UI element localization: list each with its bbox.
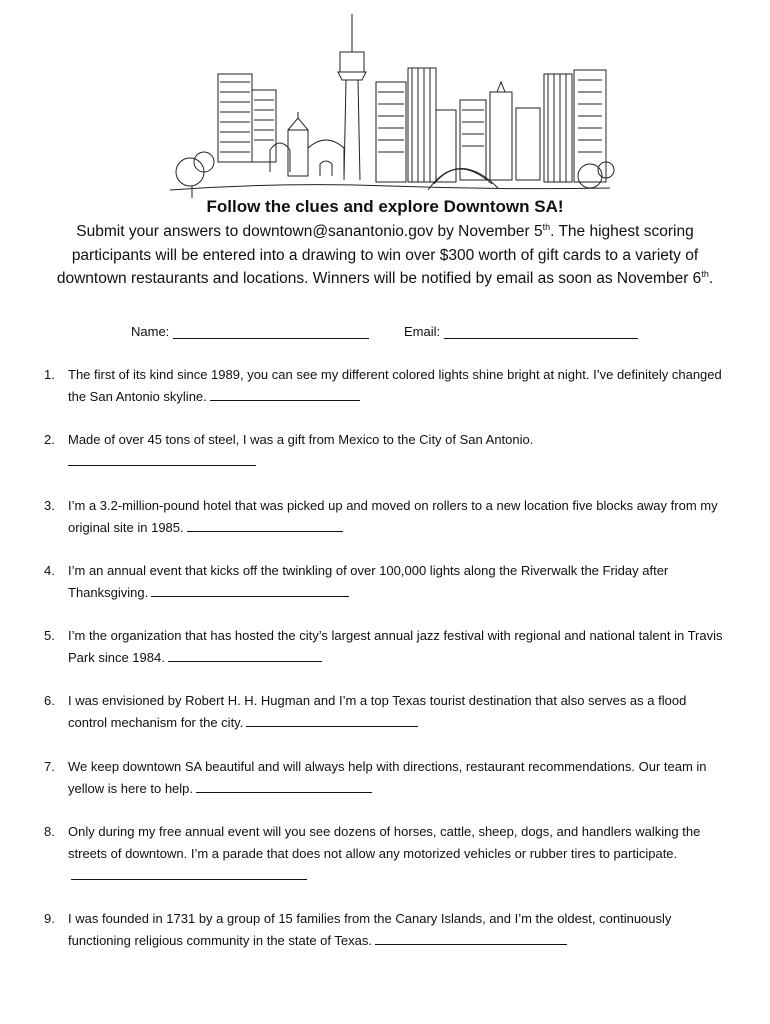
intro-paragraph	[50, 220, 720, 291]
question-2	[44, 429, 724, 473]
question-text: Made of over 45 tons of steel, I was a gift from Mexico to the City of San Antonio.	[68, 432, 534, 447]
question-number: 9.	[44, 911, 55, 926]
name-label: Name:	[131, 324, 170, 339]
answer-line[interactable]	[196, 780, 372, 793]
question-7	[44, 756, 724, 800]
answer-line[interactable]	[151, 584, 349, 597]
question-number: 4.	[44, 563, 55, 578]
question-5	[44, 625, 724, 669]
email-line[interactable]	[444, 325, 638, 339]
question-text: I’m a 3.2-million-pound hotel that was picked up and moved on rollers to a new location five blocks away from my original site in 1985.	[68, 498, 718, 535]
question-number: 2.	[44, 432, 55, 447]
question-text: I was envisioned by Robert H. H. Hugman and I’m a top Texas tourist destination that also serves as a flood control mechanism for the city.	[68, 693, 687, 730]
intro-sup-2: th	[701, 268, 709, 279]
question-number: 6.	[44, 693, 55, 708]
intro-sup-1: th	[542, 221, 551, 232]
intro-text-c: .	[708, 270, 714, 287]
question-number: 5.	[44, 628, 55, 643]
question-8	[44, 821, 724, 887]
name-line[interactable]	[173, 325, 369, 339]
question-6	[44, 690, 724, 734]
san-antonio-skyline-illustration	[160, 12, 620, 198]
email-field[interactable]	[404, 324, 638, 339]
question-4	[44, 560, 724, 604]
answer-line[interactable]	[210, 388, 360, 401]
answer-line[interactable]	[168, 649, 322, 662]
question-number: 3.	[44, 498, 55, 513]
intro-text-b: . The highest scoring participants will be entered into a drawing to win over $300 worth of gift cards to a variety of downtown restaurants and locations. Winners will be notified by email as soon as November 6	[56, 223, 702, 287]
answer-line[interactable]	[187, 519, 343, 532]
question-number: 7.	[44, 759, 55, 774]
answer-line[interactable]	[375, 932, 567, 945]
intro-text-a: Submit your answers to downtown@sanantonio.gov by November 5	[76, 223, 543, 240]
question-text: We keep downtown SA beautiful and will always help with directions, restaurant recommendations. Our team in yellow is here to help.	[68, 759, 707, 796]
question-text: I’m the organization that has hosted the city’s largest annual jazz festival with regional and national talent in Travis Park since 1984.	[68, 628, 723, 665]
answer-line[interactable]	[68, 453, 256, 466]
question-number: 1.	[44, 367, 55, 382]
answer-line[interactable]	[71, 867, 307, 880]
question-text: The first of its kind since 1989, you can see my different colored lights shine bright at night. I’ve definitely changed the San Antonio skyline.	[68, 367, 722, 404]
name-field[interactable]	[131, 324, 369, 339]
email-label: Email:	[404, 324, 441, 339]
question-text: I’m an annual event that kicks off the twinkling of over 100,000 lights along the Riverwalk the Friday after Thanksgiving.	[68, 563, 669, 600]
page-title: Follow the clues and explore Downtown SA!	[206, 197, 564, 216]
question-1	[44, 364, 724, 408]
question-3	[44, 495, 724, 539]
question-9	[44, 908, 724, 952]
question-number: 8.	[44, 824, 55, 839]
question-text: Only during my free annual event will you see dozens of horses, cattle, sheep, dogs, and handlers walking the streets of downtown. I’m a parade that does not allow any motorized vehicles or rubber tires to participate.	[68, 824, 701, 861]
question-text: I was founded in 1731 by a group of 15 families from the Canary Islands, and I’m the oldest, continuously functioning religious community in the state of Texas.	[68, 911, 672, 948]
answer-line[interactable]	[246, 714, 418, 727]
